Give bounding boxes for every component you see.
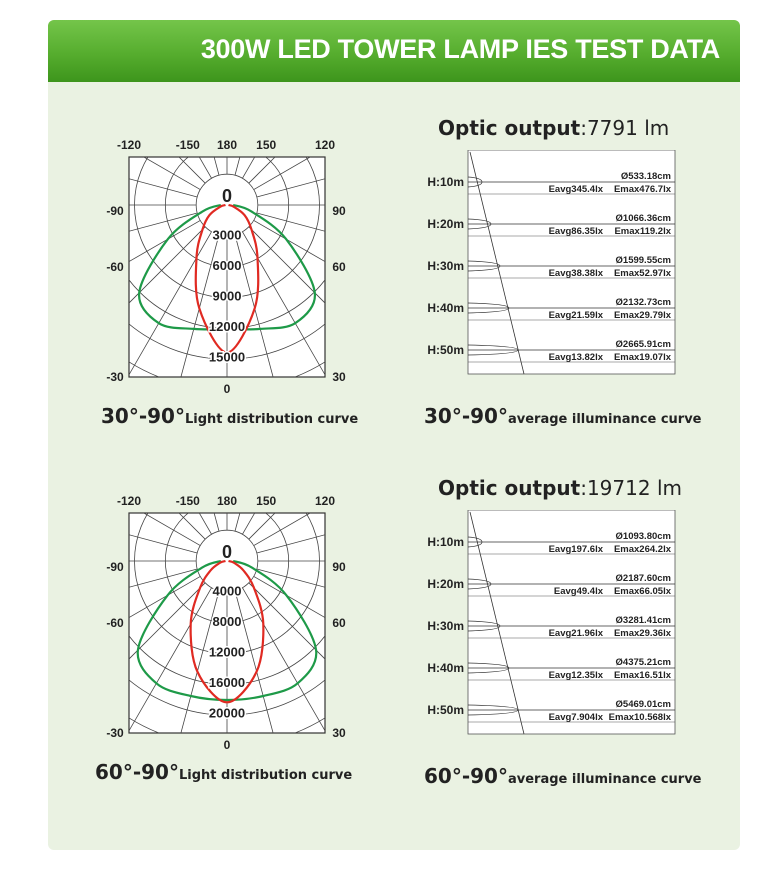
ring-label: 12000 <box>208 319 246 335</box>
emax-label: Emax19.07lx <box>613 352 671 363</box>
bottom-angle-label: 0 <box>223 738 231 752</box>
height-label: H:10m <box>427 535 464 549</box>
top-angle-label: 180 <box>216 138 238 152</box>
emax-label: Emax16.51lx <box>613 670 671 681</box>
right-angle-label: 30 <box>332 726 346 740</box>
light-distribution-chart-60-90 <box>95 488 365 793</box>
ring-label: 15000 <box>208 349 246 365</box>
diameter-label: Ø3281.41cm <box>615 615 671 626</box>
ring-label: 6000 <box>212 258 242 274</box>
emax-label: Emax52.97lx <box>613 268 671 279</box>
eavg-label: Eavg197.6lx <box>548 544 603 555</box>
emax-label: Emax264.2lx <box>613 544 671 555</box>
top-angle-label: 150 <box>256 494 277 508</box>
eavg-label: Eavg7.904lx <box>548 712 603 723</box>
right-angle-label: 30 <box>332 370 346 384</box>
diameter-label: Ø2665.91cm <box>615 339 671 350</box>
bottom-angle-label: 0 <box>223 382 231 396</box>
eavg-label: Eavg12.35lx <box>548 670 603 681</box>
height-label: H:50m <box>427 343 464 357</box>
height-label: H:20m <box>427 217 464 231</box>
diameter-label: Ø2132.73cm <box>615 297 671 308</box>
eavg-label: Eavg49.4lx <box>553 586 603 597</box>
emax-label: Emax29.36lx <box>613 628 671 639</box>
ring-label: 3000 <box>212 227 242 243</box>
diameter-label: Ø1066.36cm <box>615 213 671 224</box>
emax-label: Emax29.79lx <box>613 310 671 321</box>
height-label: H:40m <box>427 661 464 675</box>
diameter-label: Ø1093.80cm <box>615 531 671 542</box>
polar-caption: 60°-90°Light distribution curve <box>95 760 353 784</box>
eavg-label: Eavg13.82lx <box>548 352 603 363</box>
ring-label: 8000 <box>212 614 242 630</box>
ring-label: 9000 <box>212 288 242 304</box>
diameter-label: Ø533.18cm <box>620 171 671 182</box>
left-angle-label: -90 <box>106 204 124 218</box>
height-label: H:20m <box>427 577 464 591</box>
illuminance-chart-60-90 <box>420 472 720 797</box>
polar-caption: 30°-90°Light distribution curve <box>101 404 359 428</box>
height-label: H:10m <box>427 175 464 189</box>
illuminance-caption: 60°-90°average illuminance curve <box>424 764 702 788</box>
eavg-label: Eavg21.59lx <box>548 310 603 321</box>
height-label: H:40m <box>427 301 464 315</box>
right-angle-label: 60 <box>332 616 346 630</box>
center-label: 0 <box>221 542 233 562</box>
top-angle-label: -150 <box>175 138 200 152</box>
top-angle-label: -150 <box>175 494 200 508</box>
height-label: H:30m <box>427 619 464 633</box>
diameter-label: Ø4375.21cm <box>615 657 671 668</box>
diameter-label: Ø1599.55cm <box>615 255 671 266</box>
ring-label: 16000 <box>208 675 246 691</box>
top-angle-label: 120 <box>314 138 336 152</box>
illuminance-caption: 30°-90°average illuminance curve <box>424 404 702 428</box>
emax-label: Emax66.05lx <box>613 586 671 597</box>
center-label: 0 <box>221 186 233 206</box>
header-banner <box>48 20 740 82</box>
left-angle-label: -30 <box>106 370 124 384</box>
optic-output-title: Optic output:19712 lm <box>438 476 682 500</box>
eavg-label: Eavg345.4lx <box>548 184 603 195</box>
eavg-label: Eavg38.38lx <box>548 268 603 279</box>
left-angle-label: -30 <box>106 726 124 740</box>
light-distribution-chart-30-90 <box>95 132 365 437</box>
polar-plot <box>95 488 365 758</box>
height-label: H:50m <box>427 703 464 717</box>
top-angle-label: -120 <box>116 138 142 152</box>
right-angle-label: 90 <box>332 204 346 218</box>
left-angle-label: -90 <box>106 560 124 574</box>
height-label: H:30m <box>427 259 464 273</box>
eavg-label: Eavg21.96lx <box>548 628 603 639</box>
illuminance-diagram <box>420 510 720 790</box>
ring-label: 4000 <box>212 583 242 599</box>
emax-label: Emax476.7lx <box>613 184 671 195</box>
left-angle-label: -60 <box>106 616 124 630</box>
ring-label: 12000 <box>208 644 246 660</box>
diameter-label: Ø2187.60cm <box>615 573 671 584</box>
top-angle-label: 150 <box>256 138 277 152</box>
illuminance-diagram <box>420 150 720 430</box>
emax-label: Emax10.568lx <box>608 712 671 723</box>
polar-plot <box>95 132 365 402</box>
right-angle-label: 60 <box>332 260 346 274</box>
optic-output-title: Optic output:7791 lm <box>438 116 670 140</box>
page-title: 300W LED TOWER LAMP IES TEST DATA <box>200 34 720 64</box>
top-angle-label: 180 <box>216 494 238 508</box>
illuminance-chart-30-90 <box>420 112 720 437</box>
left-angle-label: -60 <box>106 260 124 274</box>
diameter-label: Ø5469.01cm <box>615 699 671 710</box>
top-angle-label: 120 <box>314 494 336 508</box>
ring-label: 20000 <box>208 705 246 721</box>
right-angle-label: 90 <box>332 560 346 574</box>
emax-label: Emax119.2lx <box>614 226 671 237</box>
eavg-label: Eavg86.35lx <box>548 226 603 237</box>
top-angle-label: -120 <box>116 494 142 508</box>
